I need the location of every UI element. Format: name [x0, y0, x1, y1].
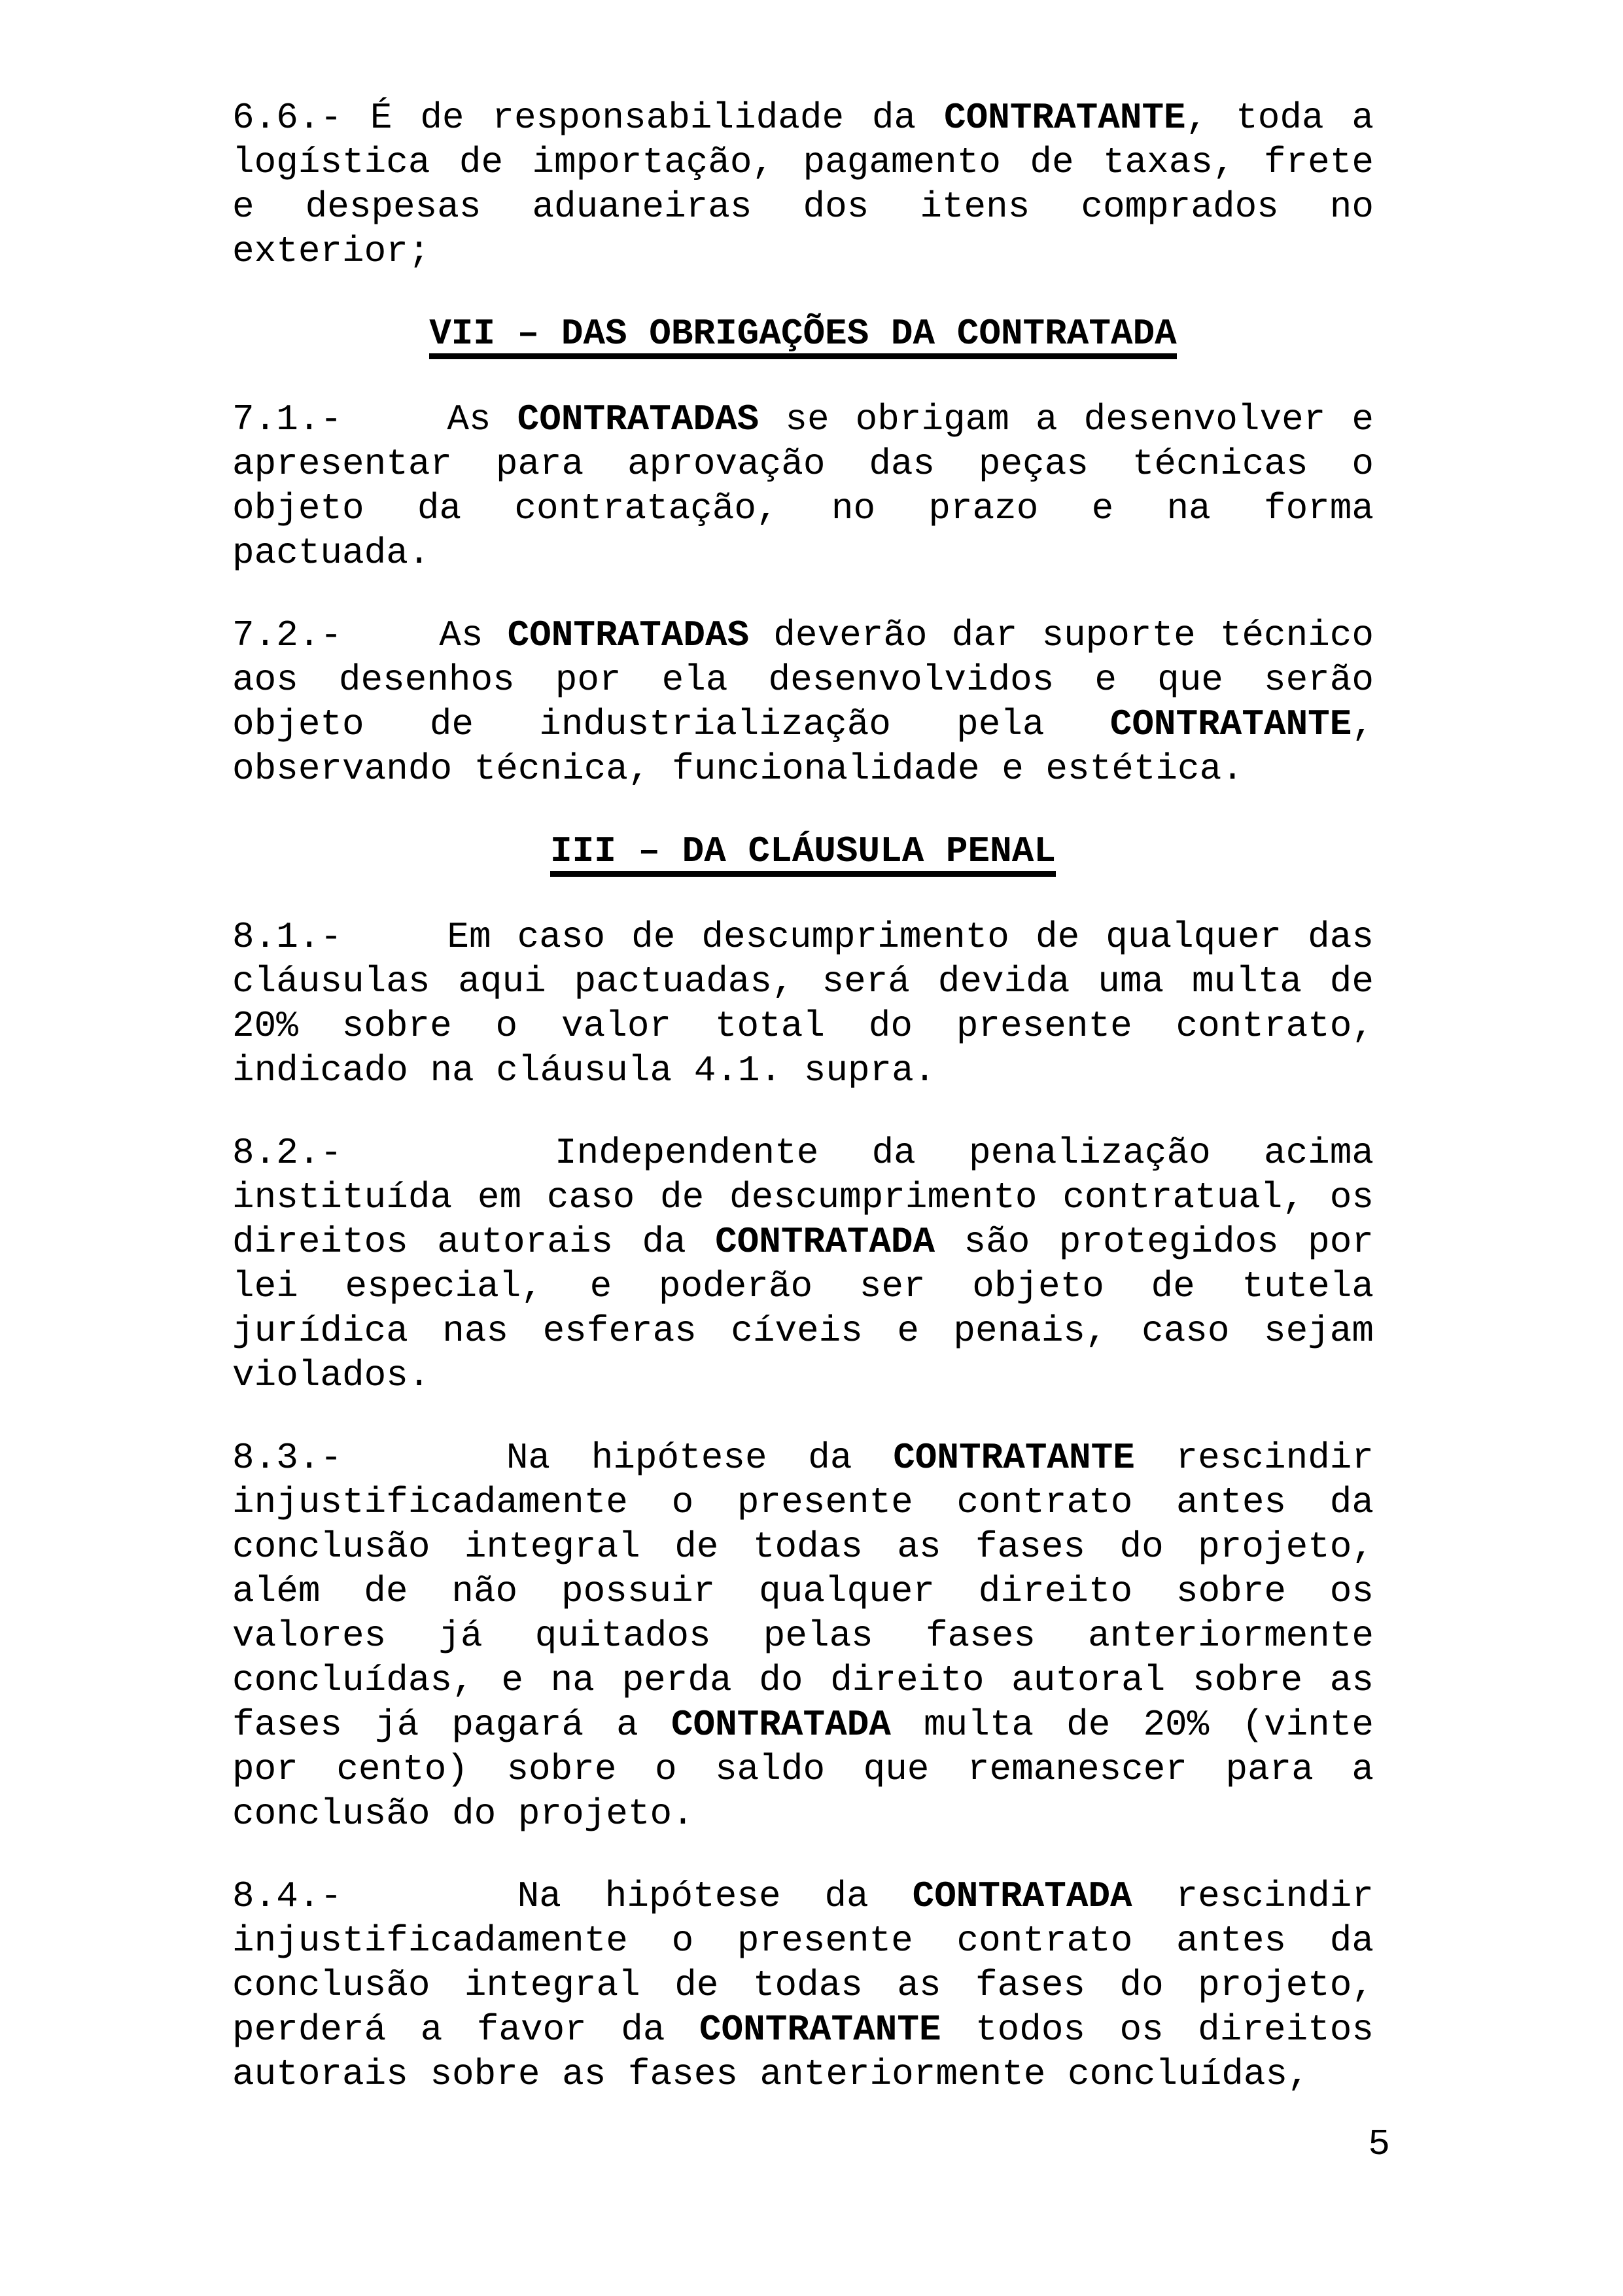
section-heading-iii-da-clausula-penal: [232, 829, 1374, 877]
page-number: 5: [1368, 2123, 1390, 2165]
clause-7-2: 7.2.- As CONTRATADAS deverão dar suporte técnico aos desenhos por ela desenvolvidos e que serão objeto de industrialização pela CONTRATANTE, observando técnica, funcionalidade e estética.: [232, 614, 1374, 790]
section-heading-vii-das-obrigacoes-da-contratada: [232, 311, 1374, 359]
heading-underlined-text: [550, 832, 1056, 877]
clause-8-3: 8.3.- Na hipótese da CONTRATANTE rescindir injustificadamente o presente contrato antes da conclusão integral de todas as fases do projeto, além de não possuir qualquer direito sobre os valores já quitados pelas fases anteriormente concluídas, e na perda do direito autoral sobre as fases já pagará a CONTRATADA multa de 20% (vinte por cento) sobre o saldo que remanescer para a conclusão do projeto.: [232, 1436, 1374, 1835]
bold-term: CONTRATANTE: [1109, 703, 1352, 745]
clause-8-2: 8.2.- Independente da penalização acima instituída em caso de descumprimento contratual, os direitos autorais da CONTRATADA são protegidos por lei especial, e poderão ser objeto de tutela jurídica nas esferas cíveis e penais, caso sejam violados.: [232, 1131, 1374, 1396]
bold-term: CONTRATADA: [671, 1703, 891, 1746]
contract-body: [232, 96, 1374, 2134]
clause-7-1: 7.1.- As CONTRATADAS se obrigam a desenvolver e apresentar para aprovação das peças técnicas o objeto da contratação, no prazo e na forma pactuada.: [232, 398, 1374, 574]
clause-6-6: 6.6.- É de responsabilidade da CONTRATANTE, toda a logística de importação, pagamento de taxas, frete e despesas aduaneiras dos itens comprados no exterior;: [232, 97, 1374, 272]
bold-term: CONTRATANTE: [699, 2008, 941, 2051]
clause-8-1: 8.1.- Em caso de descumprimento de qualquer das cláusulas aqui pactuadas, será devida uma multa de 20% sobre o valor total do presente contrato, indicado na cláusula 4.1. supra.: [232, 915, 1374, 1091]
heading-underlined-text: [429, 315, 1177, 359]
bold-term: VII – DAS OBRIGAÇÕES DA CONTRATADA: [429, 313, 1177, 355]
bold-term: III – DA CLÁUSULA PENAL: [550, 830, 1056, 872]
bold-term: CONTRATADA: [715, 1220, 935, 1263]
bold-term: CONTRATADAS: [507, 614, 750, 656]
bold-term: CONTRATANTE: [944, 97, 1186, 139]
clause-8-4: 8.4.- Na hipótese da CONTRATADA rescindir injustificadamente o presente contrato antes da conclusão integral de todas as fases do projeto, perderá a favor da CONTRATANTE todos os direitos autorais sobre as fases anteriormente concluídas,: [232, 1875, 1374, 2095]
bold-term: CONTRATADAS: [517, 398, 759, 440]
bold-term: CONTRATADA: [912, 1875, 1132, 1917]
bold-term: CONTRATANTE: [893, 1436, 1135, 1479]
